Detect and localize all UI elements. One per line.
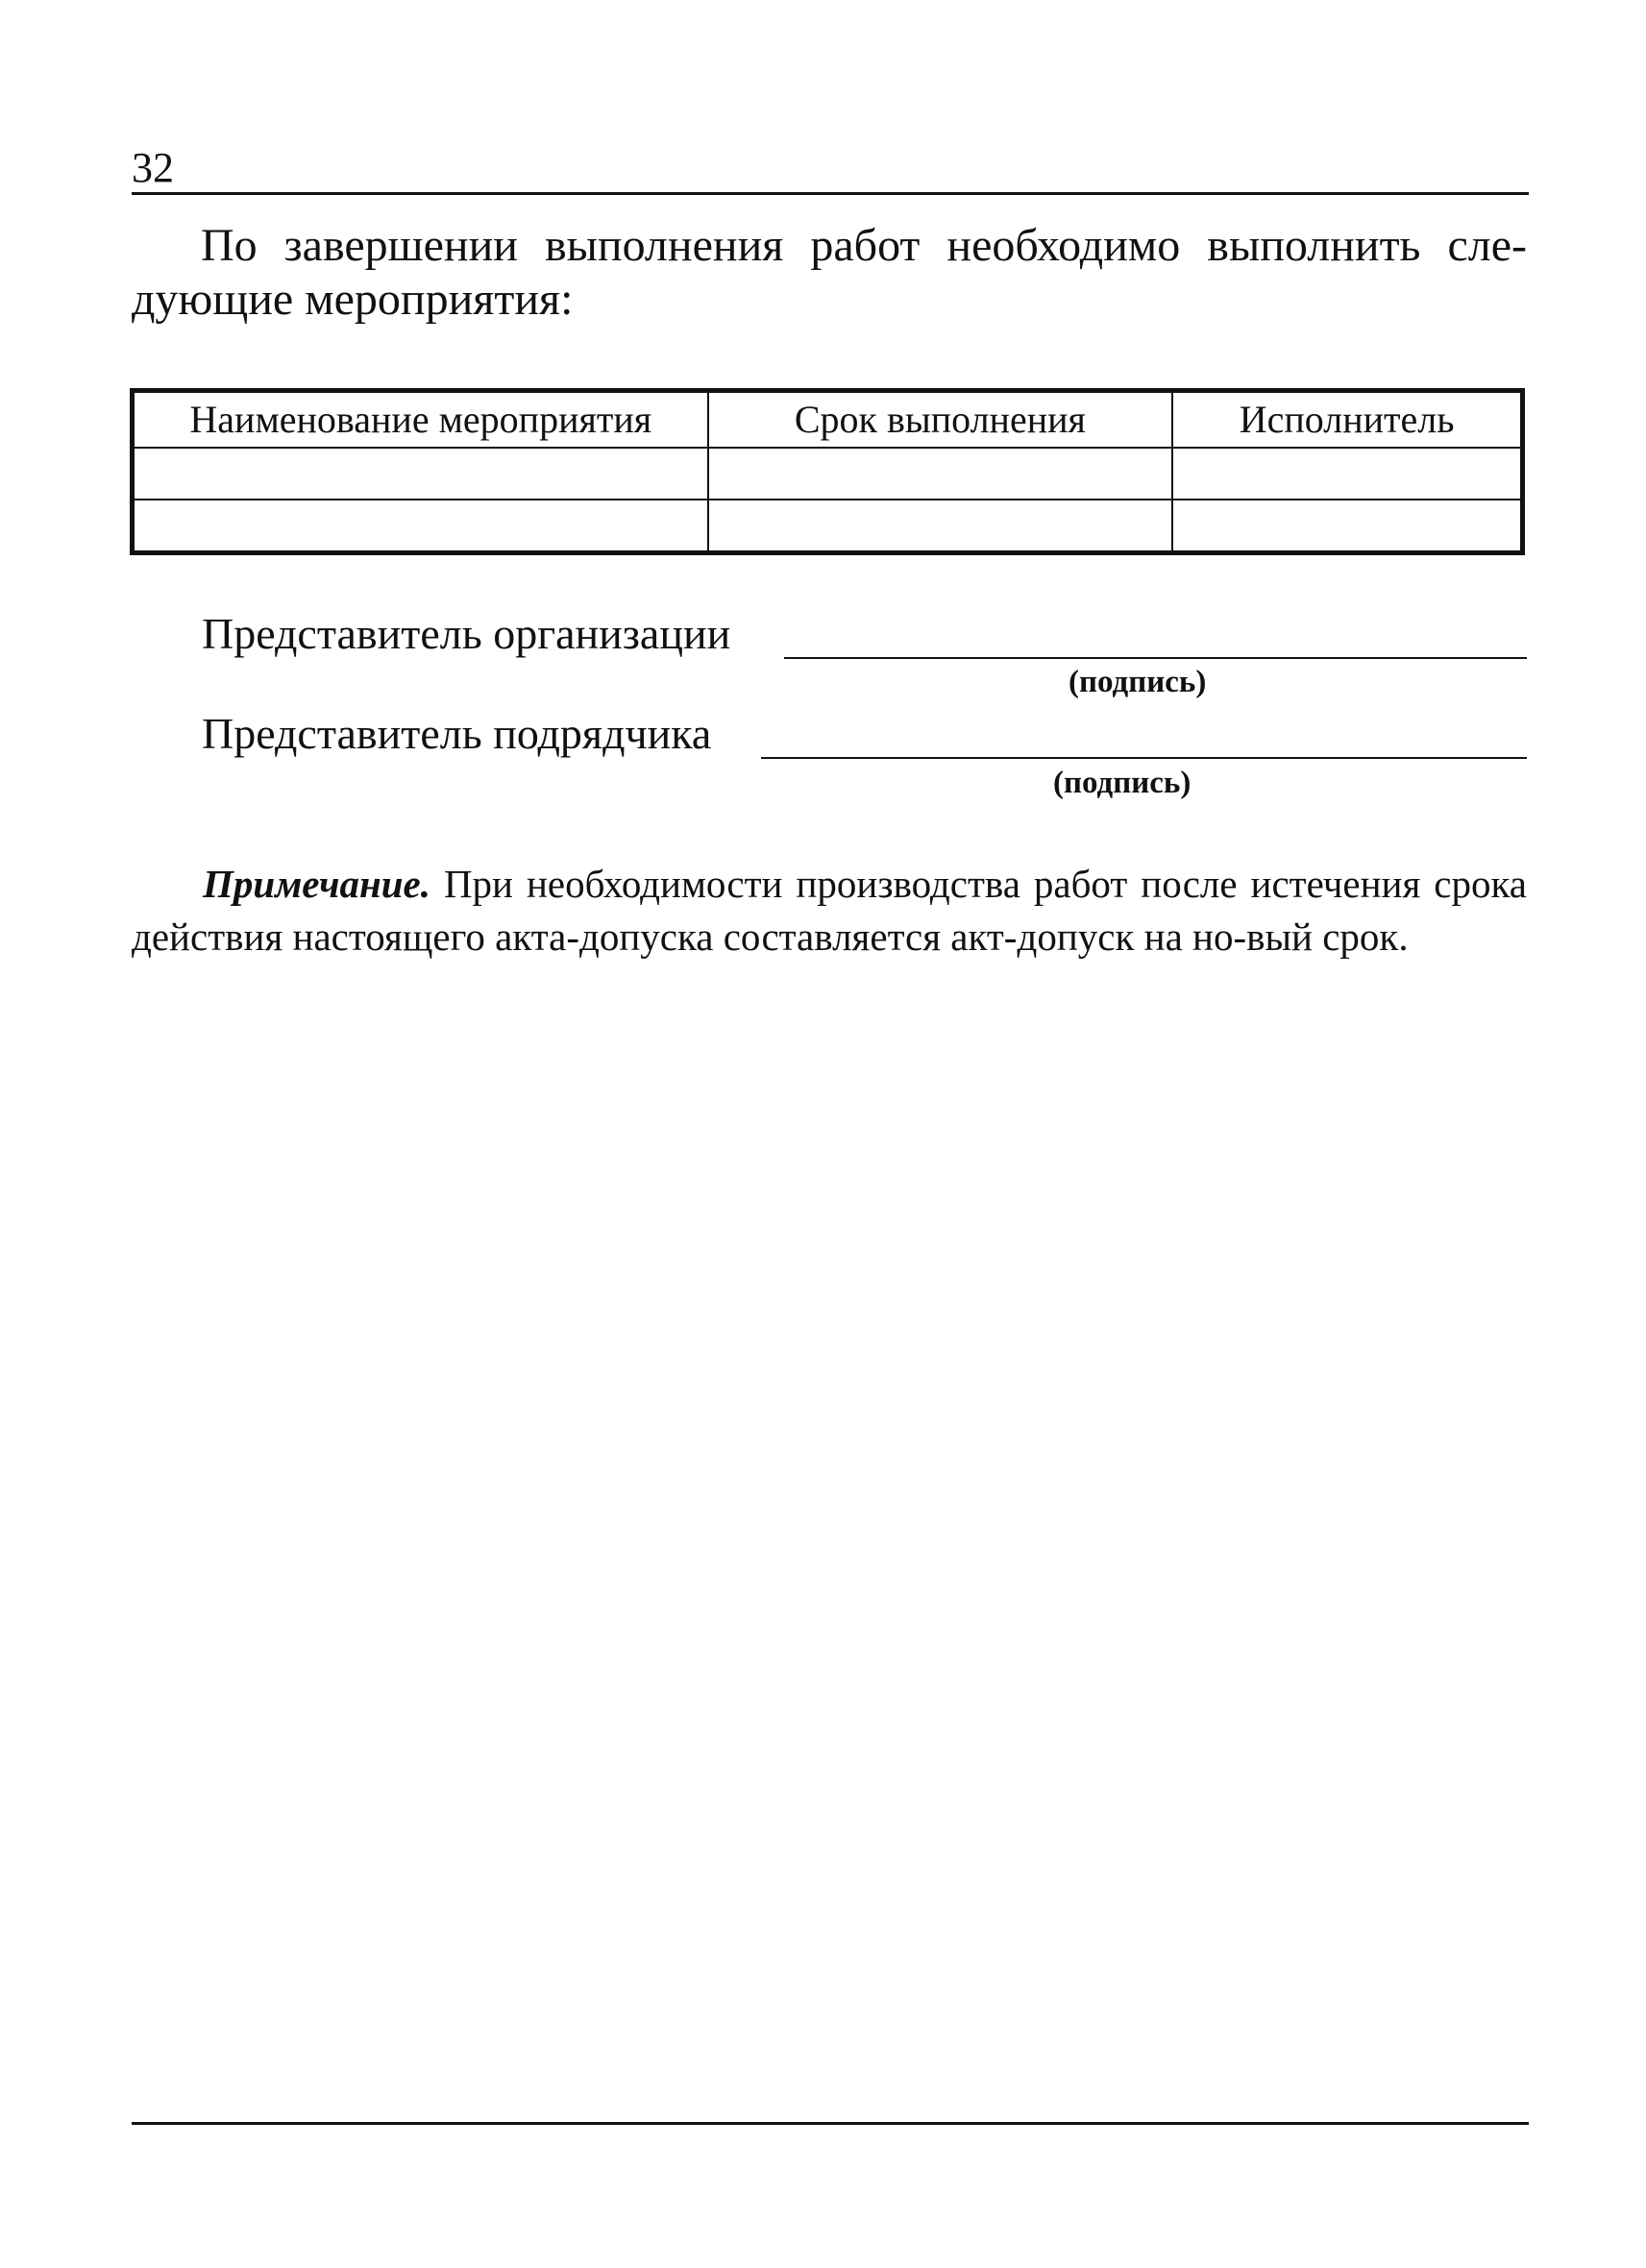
- footer-rule: [132, 2122, 1529, 2125]
- contractor-signature-caption: (подпись): [1053, 766, 1192, 800]
- contractor-signature-line[interactable]: [761, 757, 1527, 759]
- table-row: [133, 448, 1523, 500]
- column-header-deadline: Срок выполнения: [708, 391, 1173, 449]
- note-text: При необходимости производства работ после истечения срока действия настоящего акта-допуска составляется акт-допуск на но-вый срок.: [132, 862, 1527, 959]
- table-cell[interactable]: [1172, 500, 1522, 553]
- table-header-row: [133, 391, 1523, 449]
- column-header-executor: Исполнитель: [1172, 391, 1522, 449]
- organization-signature-line[interactable]: [784, 657, 1527, 659]
- header-rule: [132, 192, 1529, 195]
- organization-signature-caption: (подпись): [1069, 665, 1207, 699]
- table-cell[interactable]: [708, 448, 1173, 500]
- note-paragraph: [132, 858, 1527, 963]
- contractor-rep-label: Представитель подрядчика: [202, 709, 712, 758]
- column-header-measure-name: Наименование мероприятия: [133, 391, 708, 449]
- intro-paragraph: По завершении выполнения работ необходимо выполнить сле-дующие мероприятия:: [132, 220, 1527, 325]
- page-number: 32: [132, 144, 174, 191]
- table-cell[interactable]: [133, 448, 708, 500]
- table-cell[interactable]: [133, 500, 708, 553]
- note-label: Примечание.: [203, 862, 430, 906]
- organization-rep-label: Представитель организации: [202, 609, 731, 658]
- table-cell[interactable]: [708, 500, 1173, 553]
- table-row: [133, 500, 1523, 553]
- measures-table: [130, 388, 1525, 555]
- table-cell[interactable]: [1172, 448, 1522, 500]
